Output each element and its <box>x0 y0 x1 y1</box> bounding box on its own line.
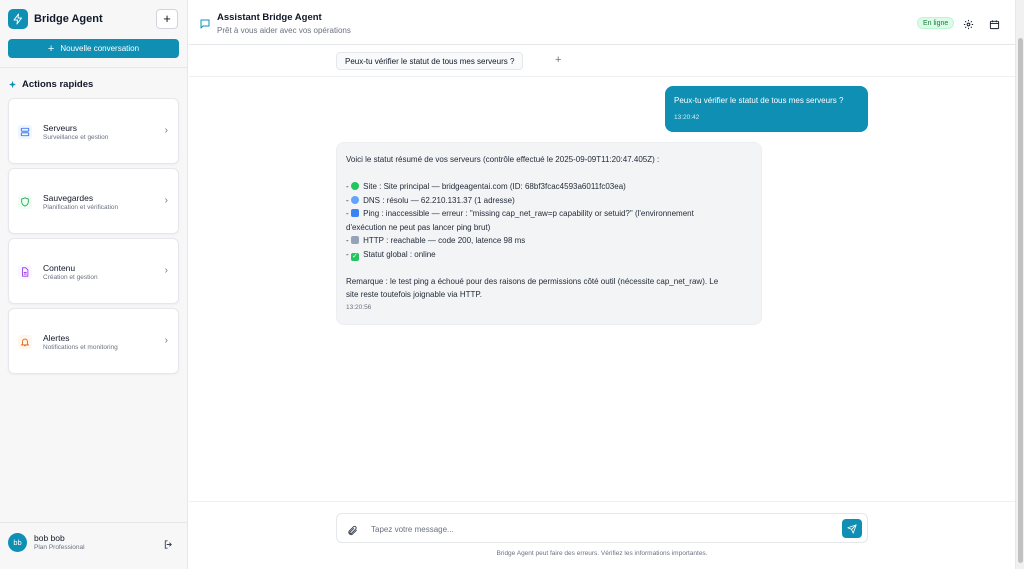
chevron-right-icon: › <box>164 195 168 206</box>
new-chat-plus-button[interactable]: + <box>156 9 178 29</box>
page-subtitle: Prêt à vous aider avec vos opérations <box>217 26 351 35</box>
signal-icon <box>351 209 359 217</box>
action-title: Sauvegardes <box>43 193 94 203</box>
action-subtitle: Surveillance et gestion <box>43 134 109 141</box>
message-input[interactable] <box>371 522 831 536</box>
green-circle-icon <box>351 182 359 190</box>
status-line-ping-cont: d'exécution ne peut pas lancer ping brut) <box>346 222 491 232</box>
web-icon <box>351 236 359 244</box>
assistant-message <box>336 142 762 325</box>
action-title: Serveurs <box>43 123 78 133</box>
brand <box>8 9 103 29</box>
paperclip-icon[interactable] <box>347 523 358 541</box>
global-text: Statut global : online <box>363 249 436 259</box>
new-conversation-button[interactable] <box>8 39 179 58</box>
plus-icon: + <box>47 42 55 55</box>
quick-actions-heading <box>8 79 93 90</box>
composer-area <box>189 501 1015 569</box>
quick-actions-title: Actions rapides <box>22 79 94 90</box>
shield-icon <box>18 195 32 209</box>
scrollbar-thumb[interactable] <box>1018 38 1023 563</box>
action-subtitle: Planification et vérification <box>43 204 119 211</box>
sidebar <box>0 0 188 569</box>
check-mark-icon: ✓ <box>351 252 358 260</box>
status-line-dns: - DNS : résolu — 62.210.131.37 (1 adresse) <box>346 195 515 205</box>
status-badge: En ligne <box>917 17 954 29</box>
message-intro: Voici le statut résumé de vos serveurs (contrôle effectué le 2025-09-09T11:20:47.405Z) : <box>346 155 660 164</box>
action-subtitle: Notifications et monitoring <box>43 344 118 351</box>
blank-line <box>346 167 752 181</box>
quick-action-content[interactable] <box>8 238 179 304</box>
message-time: 13:20:42 <box>674 114 700 121</box>
sparkle-icon <box>8 80 17 89</box>
status-line-global: - ✓ Statut global : online <box>346 249 436 260</box>
message-composer <box>336 513 868 543</box>
send-button[interactable] <box>842 519 862 538</box>
globe-icon <box>351 196 359 204</box>
disclaimer: Bridge Agent peut faire des erreurs. Vérifiez les informations importantes. <box>496 550 708 557</box>
server-icon <box>18 125 32 139</box>
status-line-ping: - Ping : inaccessible — erreur : "missing cap_net_raw=p capability or setuid?" (l'environnement <box>346 209 694 218</box>
action-title: Alertes <box>43 333 70 343</box>
avatar: bb <box>8 533 27 552</box>
bell-icon <box>18 335 32 349</box>
page-title: Assistant Bridge Agent <box>217 12 322 23</box>
action-title: Contenu <box>43 263 76 273</box>
action-subtitle: Création et gestion <box>43 274 98 281</box>
add-suggestion-icon[interactable]: + <box>555 54 562 66</box>
new-conversation-label: Nouvelle conversation <box>60 44 140 53</box>
dns-text: DNS : résolu — 62.210.131.37 (1 adresse) <box>363 195 515 205</box>
chat-bubble-icon <box>199 17 211 35</box>
chat-header <box>189 0 1015 45</box>
scrollbar[interactable] <box>1015 0 1024 569</box>
remark-line-cont: site reste toutefois joignable via HTTP. <box>346 290 482 299</box>
suggestion-chip[interactable]: Peux-tu vérifier le statut de tous mes serveurs ? <box>336 52 523 70</box>
user-plan: Plan Professional <box>34 544 85 551</box>
http-text: HTTP : reachable — code 200, latence 98 ms <box>363 236 526 245</box>
status-line-site: - Site : Site principal — bridgeagentai.com (ID: 68bf3fcac4593a6011fc03ea) <box>346 182 626 191</box>
site-text: Site : Site principal — bridgeagentai.com (ID: 68bf3fcac4593a6011fc03ea) <box>363 182 626 191</box>
message-time: 13:20:56 <box>346 303 372 311</box>
document-icon <box>18 265 32 279</box>
message-text: Peux-tu vérifier le statut de tous mes serveurs ? <box>674 96 844 105</box>
blank-line <box>346 261 752 275</box>
suggestion-bar <box>189 46 1015 77</box>
remark-line: Remarque : le test ping a échoué pour des raisons de permissions côté outil (nécessite cap_net_raw). Le <box>346 276 719 286</box>
divider <box>0 67 188 68</box>
quick-action-backups[interactable] <box>8 168 179 234</box>
lightning-logo-icon <box>8 9 28 29</box>
chevron-right-icon: › <box>164 265 168 276</box>
chevron-right-icon: › <box>164 335 168 346</box>
user-profile <box>0 522 188 569</box>
ping-text: Ping : inaccessible — erreur : "missing cap_net_raw=p capability or setuid?" (l'environnement <box>363 209 694 218</box>
user-name: bob bob <box>34 533 65 543</box>
status-line-http: - HTTP : reachable — code 200, latence 98 ms <box>346 236 526 245</box>
app-name: Bridge Agent <box>34 13 103 25</box>
gear-icon[interactable] <box>963 17 974 35</box>
logout-icon[interactable] <box>163 537 174 555</box>
quick-action-servers[interactable] <box>8 98 179 164</box>
calendar-icon[interactable] <box>989 17 1000 35</box>
user-message <box>665 86 868 132</box>
send-icon <box>847 524 857 534</box>
quick-action-alerts[interactable] <box>8 308 179 374</box>
chevron-right-icon: › <box>164 125 168 136</box>
